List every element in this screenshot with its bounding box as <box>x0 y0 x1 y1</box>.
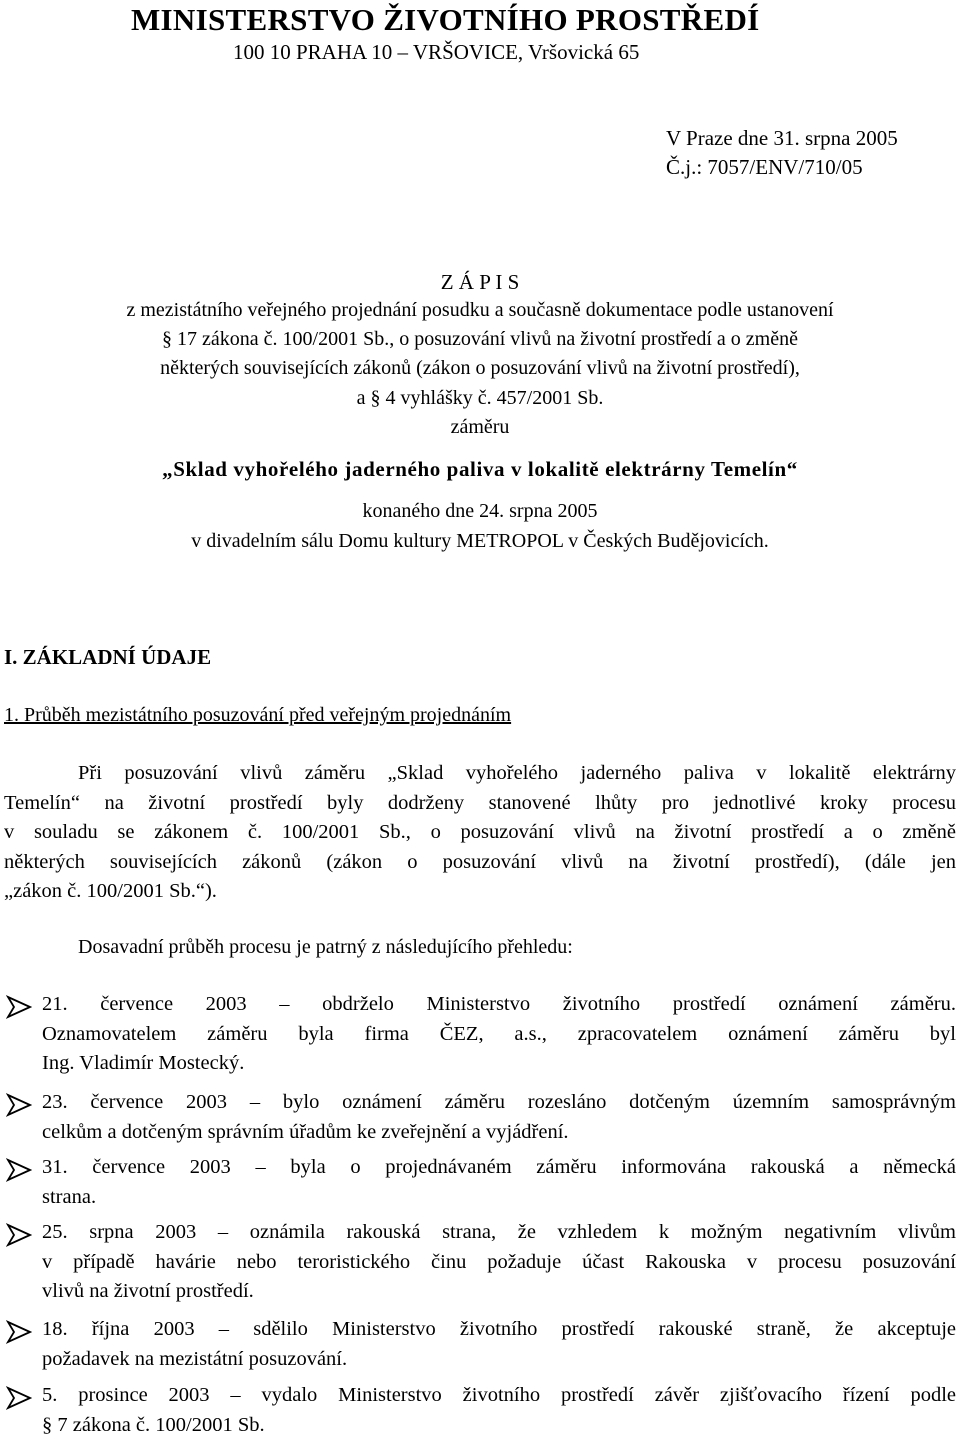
timeline-item-line: Oznamovatelem záměru byla firma ČEZ, a.s., zpracovatelem oznámení záměru byl <box>42 1022 956 1045</box>
arrowhead-bullet-icon <box>6 1320 32 1344</box>
overview-intro: Dosavadní průběh procesu je patrný z následujícího přehledu: <box>78 936 573 958</box>
record-subtitle-line4: a § 4 vyhlášky č. 457/2001 Sb. <box>356 387 604 409</box>
timeline-item-line: vlivů na životní prostředí. <box>42 1280 254 1302</box>
timeline-item-line: strana. <box>42 1185 97 1208</box>
timeline-item <box>42 1315 956 1374</box>
record-subtitle-line3: některých souvisejících zákonů (zákon o posuzování vlivů na životní prostředí), <box>160 357 800 379</box>
project-name: „Sklad vyhořelého jaderného paliva v lokalitě elektrárny Temelín“ <box>162 457 798 481</box>
timeline-item-line: 21. července 2003 – obdrželo Ministerstvo životního prostředí oznámení záměru. <box>42 993 956 1015</box>
ministry-name: MINISTERSTVO ŽIVOTNÍHO PROSTŘEDÍ <box>131 2 760 37</box>
timeline-item <box>42 1153 956 1212</box>
arrowhead-bullet-icon <box>6 995 32 1019</box>
paragraph-line: „zákon č. 100/2001 Sb.“). <box>4 880 217 902</box>
timeline-item-line: Ing. Vladimír Mostecký. <box>42 1052 245 1074</box>
paragraph-line: Při posuzování vlivů záměru „Sklad vyhořelého jaderného paliva v lokalitě elektrárny <box>78 762 956 784</box>
timeline-item-line: požadavek na mezistátní posuzování. <box>42 1347 348 1370</box>
timeline-item-line: § 7 zákona č. 100/2001 Sb. <box>42 1413 265 1436</box>
ministry-address: 100 10 PRAHA 10 – VRŠOVICE, Vršovická 65 <box>233 40 640 64</box>
timeline-item-line: 5. prosince 2003 – vydalo Ministerstvo životního prostředí závěr zjišťovacího řízení podle <box>42 1384 956 1406</box>
arrowhead-bullet-icon <box>6 1386 32 1410</box>
timeline-item-line: 31. července 2003 – byla o projednávaném záměru informována rakouská a německá <box>42 1156 956 1178</box>
timeline-item <box>42 1218 956 1307</box>
timeline-item <box>42 1088 956 1147</box>
timeline-item <box>42 990 956 1079</box>
timeline-item <box>42 1381 956 1440</box>
timeline-item-line: 23. července 2003 – bylo oznámení záměru rozesláno dotčeným územním samosprávným <box>42 1091 956 1113</box>
meeting-place: v divadelním sálu Domu kultury METROPOL v Českých Budějovicích. <box>191 530 769 552</box>
subsection-heading: 1. Průběh mezistátního posuzování před veřejným projednáním <box>4 704 512 726</box>
meeting-date: konaného dne 24. srpna 2005 <box>362 500 598 522</box>
record-subtitle-line5: záměru <box>450 416 510 438</box>
timeline-item-line: v případě havárie nebo teroristického činu požaduje účast Rakouska v procesu posuzování <box>42 1250 956 1273</box>
timeline-item-line: 25. srpna 2003 – oznámila rakouská strana, že vzhledem k možným negativním vlivům <box>42 1221 956 1243</box>
record-subtitle-line1: z mezistátního veřejného projednání posudku a současně dokumentace podle ustanovení <box>126 299 834 321</box>
intro-paragraph <box>4 759 956 907</box>
record-heading: Z Á P I S <box>440 270 520 294</box>
arrowhead-bullet-icon <box>6 1093 32 1117</box>
paragraph-line: některých souvisejících zákonů (zákon o posuzování vlivů na životní prostředí), (dále jen <box>4 850 956 873</box>
arrowhead-bullet-icon <box>6 1223 32 1247</box>
arrowhead-bullet-icon <box>6 1158 32 1182</box>
section-heading: I. ZÁKLADNÍ ÚDAJE <box>4 645 212 669</box>
paragraph-line: v souladu se zákonem č. 100/2001 Sb., o posuzování vlivů na životní prostředí a o změně <box>4 821 956 843</box>
record-subtitle-line2: § 17 zákona č. 100/2001 Sb., o posuzování vlivů na životní prostředí a o změně <box>162 328 798 350</box>
paragraph-line: Temelín“ na životní prostředí byly dodrženy stanovené lhůty pro jednotlivé kroky procesu <box>4 791 956 814</box>
document-date: V Praze dne 31. srpna 2005 <box>666 126 898 150</box>
timeline-item-line: celkům a dotčeným správním úřadům ke zveřejnění a vyjádření. <box>42 1120 569 1143</box>
reference-number: Č.j.: 7057/ENV/710/05 <box>666 155 863 179</box>
timeline-item-line: 18. října 2003 – sdělilo Ministerstvo životního prostředí rakouské straně, že akceptuje <box>42 1318 956 1340</box>
